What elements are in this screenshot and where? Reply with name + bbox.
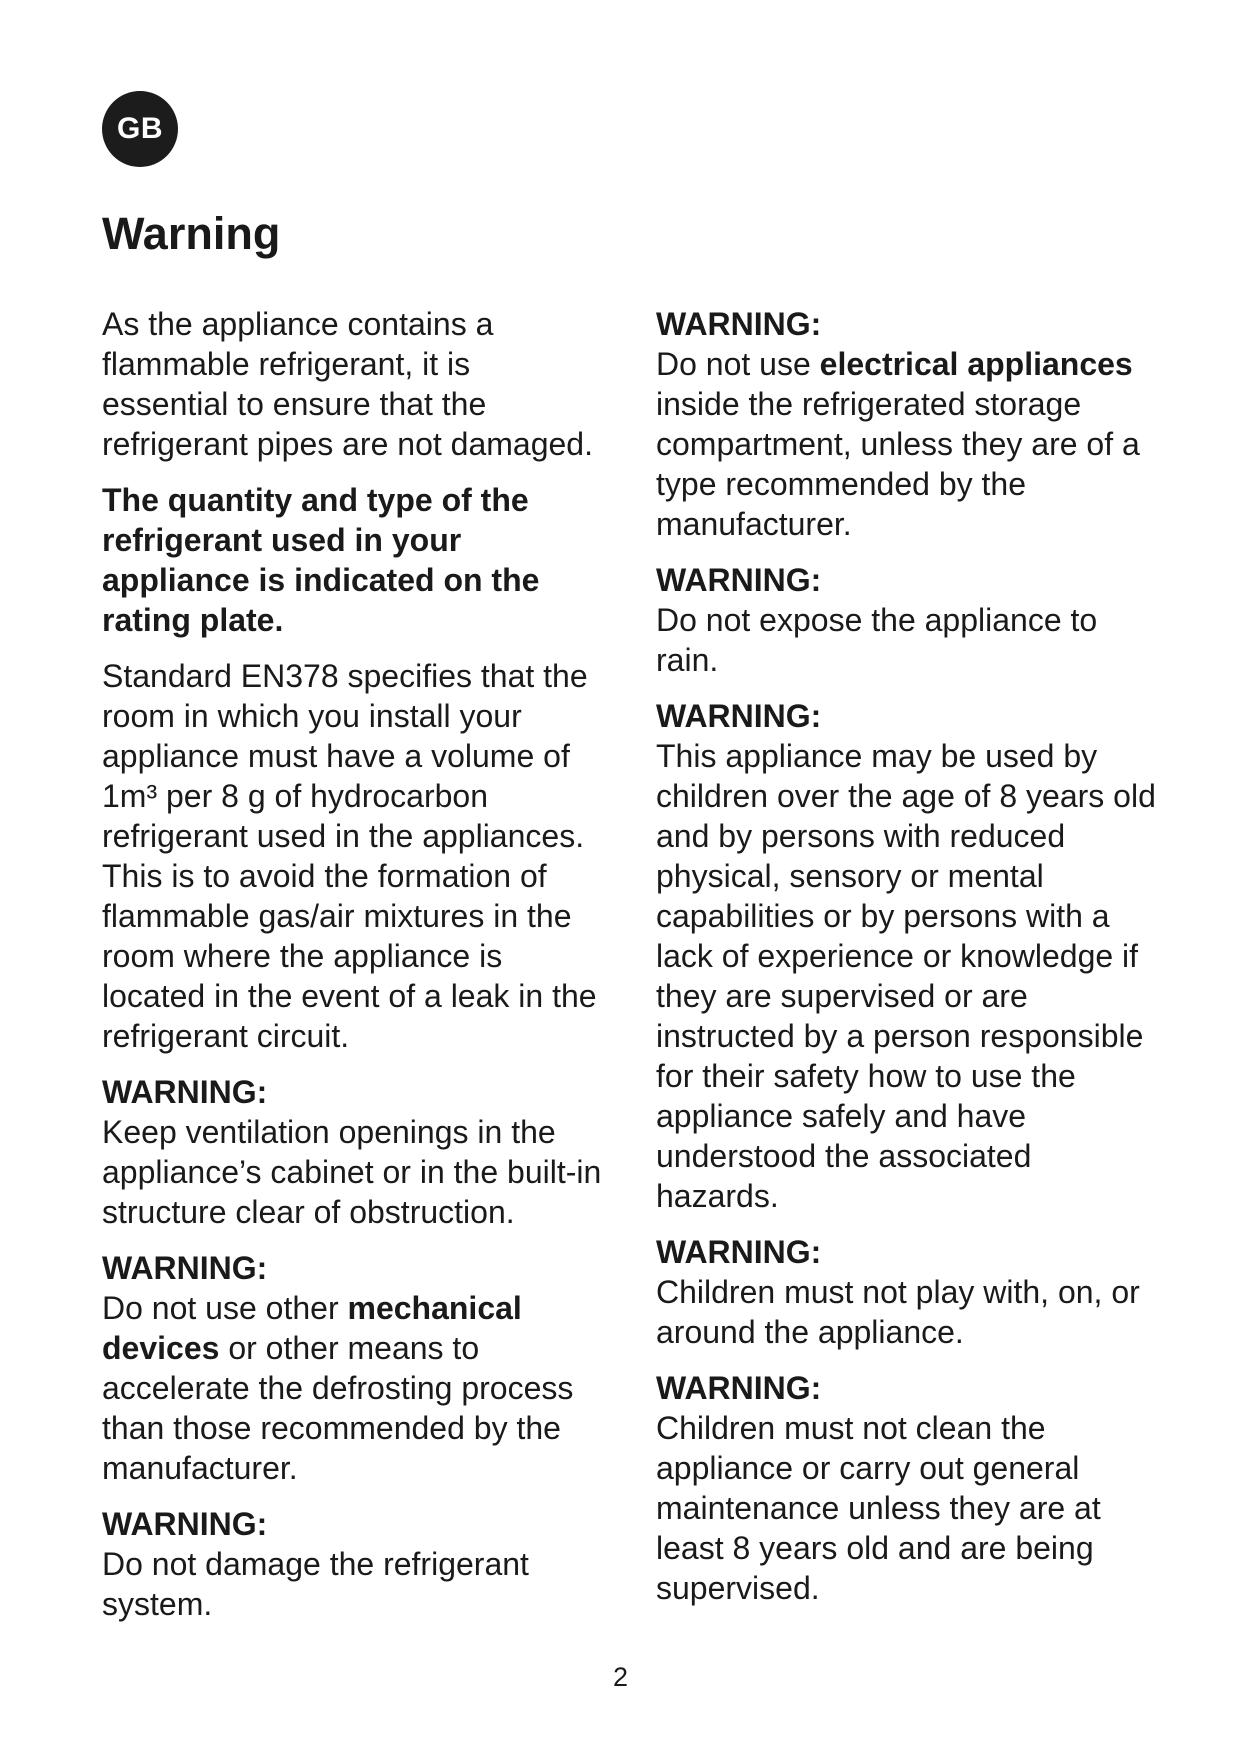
warning-rain (656, 560, 1156, 680)
warning-text-pre: Do not use other (102, 1290, 348, 1326)
language-badge: GB (102, 91, 178, 167)
intro-paragraph: As the appliance contains a flammable refrigerant, it is essential to ensure that the refrigerant pipes are not damaged. (102, 306, 593, 462)
warning-text-post: inside the refrigerated storage compartment, unless they are of a type recommended by the manufacturer. (656, 386, 1140, 542)
warning-refrigerant-system (102, 1504, 602, 1624)
warning-text: This appliance may be used by children over the age of 8 years old and by persons with reduced physical, sensory or mental capabilities or by persons with a lack of experience or knowledge if they are supervised or are instructed by a person responsible for their safety how to use the appliance safely and have understood the associated hazards. (656, 738, 1156, 1214)
left-column (102, 304, 602, 1640)
warning-label: WARNING: (656, 1370, 822, 1406)
warning-electrical-appliances (656, 304, 1156, 544)
warning-children-use (656, 696, 1156, 1216)
warning-text: Children must not play with, on, or around the appliance. (656, 1274, 1140, 1350)
warning-label: WARNING: (656, 562, 822, 598)
warning-text-pre: Do not use (656, 346, 820, 382)
warning-children-play (656, 1232, 1156, 1352)
warning-label: WARNING: (656, 306, 822, 342)
warning-text-post: or other means to accelerate the defrosting process than those recommended by the manufacturer. (102, 1330, 574, 1486)
page-number: 2 (612, 1662, 629, 1692)
warning-label: WARNING: (656, 698, 822, 734)
warning-label: WARNING: (102, 1074, 268, 1110)
warning-label: WARNING: (102, 1506, 268, 1542)
warning-text-bold: mechanical devices (102, 1290, 522, 1366)
warning-text: Keep ventilation openings in the appliance’s cabinet or in the built-in structure clear of obstruction. (102, 1114, 602, 1230)
page-title: Warning (102, 208, 281, 259)
rating-plate-paragraph: The quantity and type of the refrigerant used in your appliance is indicated on the rating plate. (102, 482, 540, 638)
warning-text-bold: electrical appliances (819, 346, 1133, 382)
warning-label: WARNING: (656, 1234, 822, 1270)
warning-text: Do not damage the refrigerant system. (102, 1546, 529, 1622)
warning-text: Do not expose the appliance to rain. (656, 602, 1098, 678)
warning-mechanical-devices (102, 1248, 602, 1488)
warning-ventilation (102, 1072, 602, 1232)
warning-text: Children must not clean the appliance or carry out general maintenance unless they are at least 8 years old and are being supervised. (656, 1410, 1101, 1606)
right-column (656, 304, 1156, 1624)
standard-paragraph: Standard EN378 specifies that the room in which you install your appliance must have a volume of 1m³ per 8 g of hydrocarbon refrigerant used in the appliances. This is to avoid the formation of flammable gas/air mixtures in the room where the appliance is located in the event of a leak in the refrigerant circuit. (102, 658, 597, 1054)
warning-label: WARNING: (102, 1250, 268, 1286)
warning-children-clean (656, 1368, 1156, 1608)
